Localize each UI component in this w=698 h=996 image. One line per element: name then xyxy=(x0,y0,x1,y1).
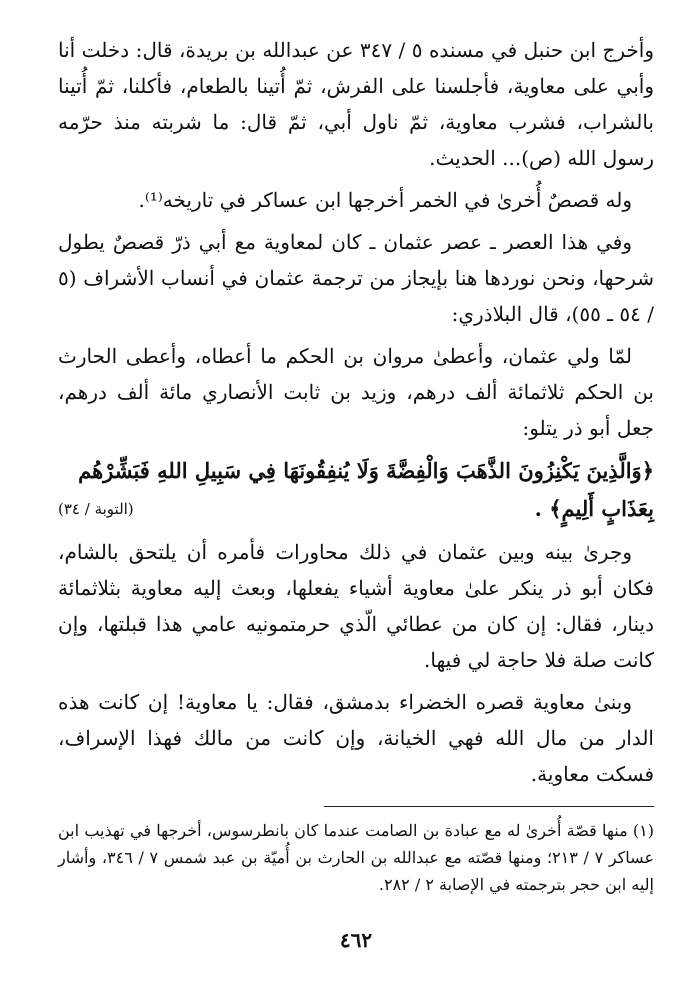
paragraph-green-palace: وبنىٰ معاوية قصره الخضراء بدمشق، فقال: يا معاوية! إن كانت هذه الدار من مال الله فهي الخيانة، وإن كانت من مالك فهذا الإسراف، فسكت معاوية. xyxy=(58,690,654,786)
quran-verse-text: ﴿وَالَّذِينَ يَكْنِزُونَ الذَّهَبَ وَالْفِضَّةَ وَلَا يُنفِقُونَهَا فِي سَبِيلِ اللهِ فَبَشِّرْهُم بِعَذَابٍ أَلِيمٍ﴾ . xyxy=(78,458,654,521)
quran-verse xyxy=(58,452,654,528)
paragraph-uthman-grants: لمّا ولي عثمان، وأعطىٰ مروان بن الحكم ما أعطاه، وأعطى الحارث بن الحكم ثلاثمائة ألف درهم، وزيد بن ثابت الأنصاري مائة ألف درهم، جعل أبو ذر يتلو: xyxy=(58,344,654,440)
quran-verse-reference: (التوبة / ٣٤) xyxy=(58,500,134,518)
paragraph-sham-dispute: وجرىٰ بينه وبين عثمان في ذلك محاورات فأمره أن يلتحق بالشام، فكان أبو ذر ينكر علىٰ معاوية أشياء يفعلها، وبعث إليه معاوية بثلاثمائة دينار، فقال: إن كان من عطائي الّذي حرمتمونيه عامي هذا قبلتها، وإن كانت صلة فلا حاجة لي فيها. xyxy=(58,540,654,672)
paragraph-abu-dharr-intro: وفي هذا العصر ـ عصر عثمان ـ كان لمعاوية مع أبي ذرّ قصصٌ يطول شرحها، ونحن نوردها هنا بإيجاز من ترجمة عثمان في أنساب الأشراف (٥ / ٥٤ ـ ٥٥)، قال البلاذري: xyxy=(58,230,654,326)
page-body xyxy=(58,32,654,976)
footnote: (١) منها قصّة أُخرىٰ له مع عبادة بن الصامت عندما كان بانطرسوس، أخرجها في تهذيب ابن عساكر ٧ / ٢١٣؛ ومنها قصّته مع عبدالله بن الحارث بن أُميّة بن عبد شمس ٧ / ٣٤٦، وأشار إليه ابن حجر بترجمته في الإصابة ٢ / ٢٨٢. xyxy=(58,821,654,894)
page-number: ٤٦٢ xyxy=(339,928,373,952)
paragraph-ibn-hanbal: وأخرج ابن حنبل في مسنده ٥ / ٣٤٧ عن عبدالله بن بريدة، قال: دخلت أنا وأبي على معاوية، فأجلسنا على الفرش، ثمّ أُتينا بالطعام، فأكلنا، ثمّ أُتينا بالشراب، فشرب معاوية، ثمّ ناول أبي، ثمّ قال: ما شربته منذ حرّمه رسول الله (ص)... الحديث. xyxy=(58,38,655,170)
footnote-separator xyxy=(324,806,654,807)
paragraph-other-stories: وله قصصٌ أُخرىٰ في الخمر أخرجها ابن عساكر في تاريخه⁽¹⁾. xyxy=(138,188,632,212)
